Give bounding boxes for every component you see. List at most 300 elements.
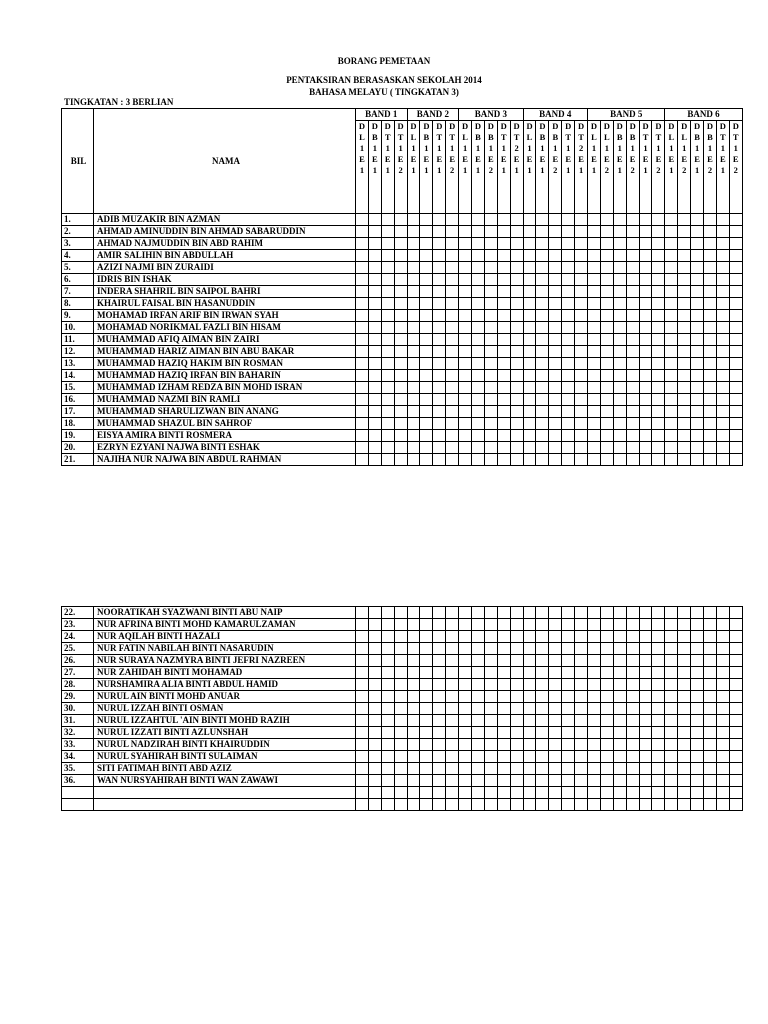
mark-cell[interactable] — [588, 274, 601, 286]
mark-cell[interactable] — [484, 286, 497, 298]
mark-cell[interactable] — [704, 418, 717, 430]
mark-cell[interactable] — [356, 442, 369, 454]
mark-cell[interactable] — [472, 394, 485, 406]
mark-cell[interactable] — [639, 775, 652, 787]
mark-cell[interactable] — [356, 715, 369, 727]
mark-cell[interactable] — [356, 406, 369, 418]
mark-cell[interactable] — [446, 667, 459, 679]
mark-cell[interactable] — [588, 418, 601, 430]
mark-cell[interactable] — [523, 334, 536, 346]
mark-cell[interactable] — [459, 655, 472, 667]
mark-cell[interactable] — [536, 250, 549, 262]
mark-cell[interactable] — [356, 775, 369, 787]
mark-cell[interactable] — [446, 715, 459, 727]
mark-cell[interactable] — [549, 358, 562, 370]
mark-cell[interactable] — [691, 406, 704, 418]
mark-cell[interactable] — [613, 799, 626, 811]
mark-cell[interactable] — [523, 775, 536, 787]
mark-cell[interactable] — [729, 763, 742, 775]
mark-cell[interactable] — [729, 430, 742, 442]
mark-cell[interactable] — [368, 382, 381, 394]
mark-cell[interactable] — [716, 739, 729, 751]
mark-cell[interactable] — [394, 739, 407, 751]
mark-cell[interactable] — [394, 274, 407, 286]
mark-cell[interactable] — [472, 406, 485, 418]
mark-cell[interactable] — [356, 394, 369, 406]
mark-cell[interactable] — [433, 655, 446, 667]
mark-cell[interactable] — [536, 322, 549, 334]
mark-cell[interactable] — [497, 619, 510, 631]
mark-cell[interactable] — [549, 667, 562, 679]
mark-cell[interactable] — [356, 298, 369, 310]
mark-cell[interactable] — [665, 703, 678, 715]
mark-cell[interactable] — [433, 715, 446, 727]
mark-cell[interactable] — [716, 775, 729, 787]
mark-cell[interactable] — [691, 238, 704, 250]
mark-cell[interactable] — [420, 274, 433, 286]
mark-cell[interactable] — [626, 442, 639, 454]
mark-cell[interactable] — [652, 370, 665, 382]
mark-cell[interactable] — [368, 763, 381, 775]
mark-cell[interactable] — [600, 238, 613, 250]
mark-cell[interactable] — [510, 607, 523, 619]
mark-cell[interactable] — [691, 418, 704, 430]
mark-cell[interactable] — [575, 430, 588, 442]
mark-cell[interactable] — [536, 763, 549, 775]
mark-cell[interactable] — [394, 334, 407, 346]
mark-cell[interactable] — [472, 619, 485, 631]
mark-cell[interactable] — [459, 619, 472, 631]
mark-cell[interactable] — [562, 751, 575, 763]
mark-cell[interactable] — [433, 619, 446, 631]
mark-cell[interactable] — [356, 322, 369, 334]
mark-cell[interactable] — [549, 238, 562, 250]
mark-cell[interactable] — [626, 655, 639, 667]
mark-cell[interactable] — [420, 691, 433, 703]
mark-cell[interactable] — [407, 418, 420, 430]
mark-cell[interactable] — [433, 358, 446, 370]
mark-cell[interactable] — [510, 679, 523, 691]
mark-cell[interactable] — [600, 799, 613, 811]
mark-cell[interactable] — [536, 679, 549, 691]
mark-cell[interactable] — [716, 763, 729, 775]
mark-cell[interactable] — [588, 739, 601, 751]
mark-cell[interactable] — [484, 214, 497, 226]
mark-cell[interactable] — [665, 430, 678, 442]
mark-cell[interactable] — [600, 607, 613, 619]
mark-cell[interactable] — [446, 418, 459, 430]
mark-cell[interactable] — [484, 619, 497, 631]
mark-cell[interactable] — [588, 715, 601, 727]
mark-cell[interactable] — [575, 274, 588, 286]
mark-cell[interactable] — [600, 310, 613, 322]
mark-cell[interactable] — [394, 214, 407, 226]
mark-cell[interactable] — [588, 619, 601, 631]
mark-cell[interactable] — [433, 667, 446, 679]
mark-cell[interactable] — [497, 454, 510, 466]
mark-cell[interactable] — [394, 643, 407, 655]
mark-cell[interactable] — [472, 775, 485, 787]
mark-cell[interactable] — [536, 394, 549, 406]
mark-cell[interactable] — [613, 262, 626, 274]
mark-cell[interactable] — [716, 226, 729, 238]
mark-cell[interactable] — [407, 394, 420, 406]
mark-cell[interactable] — [613, 715, 626, 727]
mark-cell[interactable] — [562, 775, 575, 787]
mark-cell[interactable] — [510, 619, 523, 631]
mark-cell[interactable] — [562, 667, 575, 679]
mark-cell[interactable] — [459, 775, 472, 787]
mark-cell[interactable] — [549, 370, 562, 382]
mark-cell[interactable] — [420, 454, 433, 466]
mark-cell[interactable] — [704, 394, 717, 406]
mark-cell[interactable] — [639, 394, 652, 406]
mark-cell[interactable] — [394, 370, 407, 382]
mark-cell[interactable] — [562, 370, 575, 382]
mark-cell[interactable] — [433, 763, 446, 775]
mark-cell[interactable] — [600, 358, 613, 370]
mark-cell[interactable] — [497, 442, 510, 454]
mark-cell[interactable] — [459, 406, 472, 418]
mark-cell[interactable] — [497, 703, 510, 715]
mark-cell[interactable] — [613, 655, 626, 667]
mark-cell[interactable] — [652, 214, 665, 226]
mark-cell[interactable] — [381, 394, 394, 406]
mark-cell[interactable] — [588, 226, 601, 238]
mark-cell[interactable] — [356, 631, 369, 643]
mark-cell[interactable] — [626, 703, 639, 715]
mark-cell[interactable] — [729, 370, 742, 382]
mark-cell[interactable] — [523, 226, 536, 238]
mark-cell[interactable] — [381, 751, 394, 763]
mark-cell[interactable] — [433, 226, 446, 238]
mark-cell[interactable] — [536, 430, 549, 442]
mark-cell[interactable] — [639, 703, 652, 715]
mark-cell[interactable] — [575, 739, 588, 751]
mark-cell[interactable] — [433, 442, 446, 454]
mark-cell[interactable] — [588, 298, 601, 310]
mark-cell[interactable] — [588, 346, 601, 358]
mark-cell[interactable] — [433, 262, 446, 274]
mark-cell[interactable] — [716, 418, 729, 430]
mark-cell[interactable] — [729, 799, 742, 811]
mark-cell[interactable] — [716, 274, 729, 286]
mark-cell[interactable] — [639, 238, 652, 250]
mark-cell[interactable] — [639, 322, 652, 334]
mark-cell[interactable] — [420, 751, 433, 763]
mark-cell[interactable] — [652, 334, 665, 346]
mark-cell[interactable] — [626, 286, 639, 298]
mark-cell[interactable] — [704, 346, 717, 358]
mark-cell[interactable] — [600, 394, 613, 406]
mark-cell[interactable] — [407, 787, 420, 799]
mark-cell[interactable] — [420, 631, 433, 643]
mark-cell[interactable] — [691, 691, 704, 703]
mark-cell[interactable] — [575, 286, 588, 298]
mark-cell[interactable] — [381, 667, 394, 679]
mark-cell[interactable] — [549, 607, 562, 619]
mark-cell[interactable] — [600, 430, 613, 442]
mark-cell[interactable] — [626, 394, 639, 406]
mark-cell[interactable] — [562, 739, 575, 751]
mark-cell[interactable] — [691, 358, 704, 370]
mark-cell[interactable] — [678, 406, 691, 418]
mark-cell[interactable] — [459, 394, 472, 406]
mark-cell[interactable] — [704, 250, 717, 262]
mark-cell[interactable] — [472, 382, 485, 394]
mark-cell[interactable] — [665, 643, 678, 655]
mark-cell[interactable] — [704, 655, 717, 667]
mark-cell[interactable] — [472, 214, 485, 226]
mark-cell[interactable] — [510, 394, 523, 406]
mark-cell[interactable] — [704, 763, 717, 775]
mark-cell[interactable] — [678, 739, 691, 751]
mark-cell[interactable] — [497, 214, 510, 226]
mark-cell[interactable] — [523, 799, 536, 811]
mark-cell[interactable] — [459, 631, 472, 643]
mark-cell[interactable] — [523, 274, 536, 286]
mark-cell[interactable] — [704, 262, 717, 274]
mark-cell[interactable] — [588, 751, 601, 763]
mark-cell[interactable] — [639, 226, 652, 238]
mark-cell[interactable] — [613, 394, 626, 406]
mark-cell[interactable] — [484, 631, 497, 643]
mark-cell[interactable] — [381, 679, 394, 691]
mark-cell[interactable] — [536, 238, 549, 250]
mark-cell[interactable] — [446, 442, 459, 454]
mark-cell[interactable] — [472, 442, 485, 454]
mark-cell[interactable] — [433, 334, 446, 346]
mark-cell[interactable] — [665, 619, 678, 631]
mark-cell[interactable] — [678, 619, 691, 631]
mark-cell[interactable] — [626, 691, 639, 703]
mark-cell[interactable] — [691, 214, 704, 226]
mark-cell[interactable] — [497, 274, 510, 286]
mark-cell[interactable] — [626, 346, 639, 358]
mark-cell[interactable] — [368, 631, 381, 643]
mark-cell[interactable] — [575, 334, 588, 346]
mark-cell[interactable] — [691, 739, 704, 751]
mark-cell[interactable] — [652, 406, 665, 418]
mark-cell[interactable] — [729, 607, 742, 619]
mark-cell[interactable] — [704, 454, 717, 466]
mark-cell[interactable] — [433, 631, 446, 643]
mark-cell[interactable] — [639, 655, 652, 667]
mark-cell[interactable] — [678, 727, 691, 739]
mark-cell[interactable] — [665, 679, 678, 691]
mark-cell[interactable] — [704, 238, 717, 250]
mark-cell[interactable] — [446, 262, 459, 274]
mark-cell[interactable] — [497, 787, 510, 799]
mark-cell[interactable] — [549, 334, 562, 346]
mark-cell[interactable] — [446, 787, 459, 799]
mark-cell[interactable] — [652, 679, 665, 691]
mark-cell[interactable] — [665, 334, 678, 346]
mark-cell[interactable] — [433, 322, 446, 334]
mark-cell[interactable] — [497, 775, 510, 787]
mark-cell[interactable] — [716, 655, 729, 667]
mark-cell[interactable] — [368, 322, 381, 334]
mark-cell[interactable] — [704, 751, 717, 763]
mark-cell[interactable] — [510, 310, 523, 322]
mark-cell[interactable] — [549, 643, 562, 655]
mark-cell[interactable] — [549, 406, 562, 418]
mark-cell[interactable] — [394, 679, 407, 691]
mark-cell[interactable] — [510, 667, 523, 679]
mark-cell[interactable] — [446, 406, 459, 418]
mark-cell[interactable] — [394, 715, 407, 727]
mark-cell[interactable] — [523, 739, 536, 751]
mark-cell[interactable] — [446, 454, 459, 466]
mark-cell[interactable] — [497, 691, 510, 703]
mark-cell[interactable] — [678, 679, 691, 691]
mark-cell[interactable] — [562, 250, 575, 262]
mark-cell[interactable] — [678, 643, 691, 655]
mark-cell[interactable] — [536, 226, 549, 238]
mark-cell[interactable] — [652, 238, 665, 250]
mark-cell[interactable] — [536, 298, 549, 310]
mark-cell[interactable] — [575, 799, 588, 811]
mark-cell[interactable] — [497, 751, 510, 763]
mark-cell[interactable] — [678, 394, 691, 406]
mark-cell[interactable] — [678, 763, 691, 775]
mark-cell[interactable] — [665, 262, 678, 274]
mark-cell[interactable] — [716, 250, 729, 262]
mark-cell[interactable] — [588, 238, 601, 250]
mark-cell[interactable] — [588, 691, 601, 703]
mark-cell[interactable] — [575, 715, 588, 727]
mark-cell[interactable] — [407, 358, 420, 370]
mark-cell[interactable] — [716, 787, 729, 799]
mark-cell[interactable] — [652, 394, 665, 406]
mark-cell[interactable] — [510, 727, 523, 739]
mark-cell[interactable] — [639, 418, 652, 430]
mark-cell[interactable] — [652, 655, 665, 667]
mark-cell[interactable] — [523, 406, 536, 418]
mark-cell[interactable] — [704, 214, 717, 226]
mark-cell[interactable] — [536, 655, 549, 667]
mark-cell[interactable] — [678, 286, 691, 298]
mark-cell[interactable] — [472, 787, 485, 799]
mark-cell[interactable] — [729, 394, 742, 406]
mark-cell[interactable] — [678, 238, 691, 250]
mark-cell[interactable] — [484, 799, 497, 811]
mark-cell[interactable] — [433, 394, 446, 406]
mark-cell[interactable] — [600, 691, 613, 703]
mark-cell[interactable] — [394, 430, 407, 442]
mark-cell[interactable] — [523, 727, 536, 739]
mark-cell[interactable] — [459, 607, 472, 619]
mark-cell[interactable] — [691, 703, 704, 715]
mark-cell[interactable] — [613, 238, 626, 250]
mark-cell[interactable] — [613, 739, 626, 751]
mark-cell[interactable] — [639, 727, 652, 739]
mark-cell[interactable] — [510, 322, 523, 334]
mark-cell[interactable] — [356, 667, 369, 679]
mark-cell[interactable] — [600, 619, 613, 631]
mark-cell[interactable] — [510, 775, 523, 787]
mark-cell[interactable] — [446, 607, 459, 619]
mark-cell[interactable] — [600, 655, 613, 667]
mark-cell[interactable] — [691, 370, 704, 382]
mark-cell[interactable] — [420, 667, 433, 679]
mark-cell[interactable] — [394, 454, 407, 466]
mark-cell[interactable] — [381, 358, 394, 370]
mark-cell[interactable] — [523, 787, 536, 799]
mark-cell[interactable] — [678, 274, 691, 286]
mark-cell[interactable] — [613, 787, 626, 799]
mark-cell[interactable] — [588, 763, 601, 775]
mark-cell[interactable] — [716, 334, 729, 346]
mark-cell[interactable] — [497, 250, 510, 262]
mark-cell[interactable] — [536, 406, 549, 418]
mark-cell[interactable] — [613, 631, 626, 643]
mark-cell[interactable] — [368, 643, 381, 655]
mark-cell[interactable] — [381, 619, 394, 631]
mark-cell[interactable] — [523, 442, 536, 454]
mark-cell[interactable] — [536, 631, 549, 643]
mark-cell[interactable] — [381, 370, 394, 382]
mark-cell[interactable] — [729, 703, 742, 715]
mark-cell[interactable] — [433, 703, 446, 715]
mark-cell[interactable] — [678, 322, 691, 334]
mark-cell[interactable] — [716, 619, 729, 631]
mark-cell[interactable] — [381, 250, 394, 262]
mark-cell[interactable] — [562, 310, 575, 322]
mark-cell[interactable] — [729, 775, 742, 787]
mark-cell[interactable] — [420, 370, 433, 382]
mark-cell[interactable] — [716, 751, 729, 763]
mark-cell[interactable] — [562, 382, 575, 394]
mark-cell[interactable] — [510, 346, 523, 358]
mark-cell[interactable] — [562, 358, 575, 370]
mark-cell[interactable] — [381, 382, 394, 394]
mark-cell[interactable] — [626, 727, 639, 739]
mark-cell[interactable] — [729, 298, 742, 310]
mark-cell[interactable] — [368, 751, 381, 763]
mark-cell[interactable] — [549, 775, 562, 787]
mark-cell[interactable] — [472, 262, 485, 274]
mark-cell[interactable] — [613, 703, 626, 715]
mark-cell[interactable] — [562, 631, 575, 643]
mark-cell[interactable] — [626, 715, 639, 727]
mark-cell[interactable] — [588, 775, 601, 787]
mark-cell[interactable] — [613, 775, 626, 787]
mark-cell[interactable] — [484, 250, 497, 262]
mark-cell[interactable] — [652, 763, 665, 775]
mark-cell[interactable] — [394, 667, 407, 679]
mark-cell[interactable] — [420, 250, 433, 262]
mark-cell[interactable] — [446, 370, 459, 382]
mark-cell[interactable] — [678, 334, 691, 346]
mark-cell[interactable] — [652, 799, 665, 811]
mark-cell[interactable] — [459, 667, 472, 679]
mark-cell[interactable] — [704, 274, 717, 286]
mark-cell[interactable] — [613, 454, 626, 466]
mark-cell[interactable] — [626, 370, 639, 382]
mark-cell[interactable] — [575, 358, 588, 370]
mark-cell[interactable] — [368, 418, 381, 430]
mark-cell[interactable] — [459, 226, 472, 238]
mark-cell[interactable] — [678, 250, 691, 262]
mark-cell[interactable] — [368, 442, 381, 454]
mark-cell[interactable] — [394, 619, 407, 631]
mark-cell[interactable] — [420, 763, 433, 775]
mark-cell[interactable] — [639, 607, 652, 619]
mark-cell[interactable] — [510, 334, 523, 346]
mark-cell[interactable] — [381, 727, 394, 739]
mark-cell[interactable] — [575, 703, 588, 715]
